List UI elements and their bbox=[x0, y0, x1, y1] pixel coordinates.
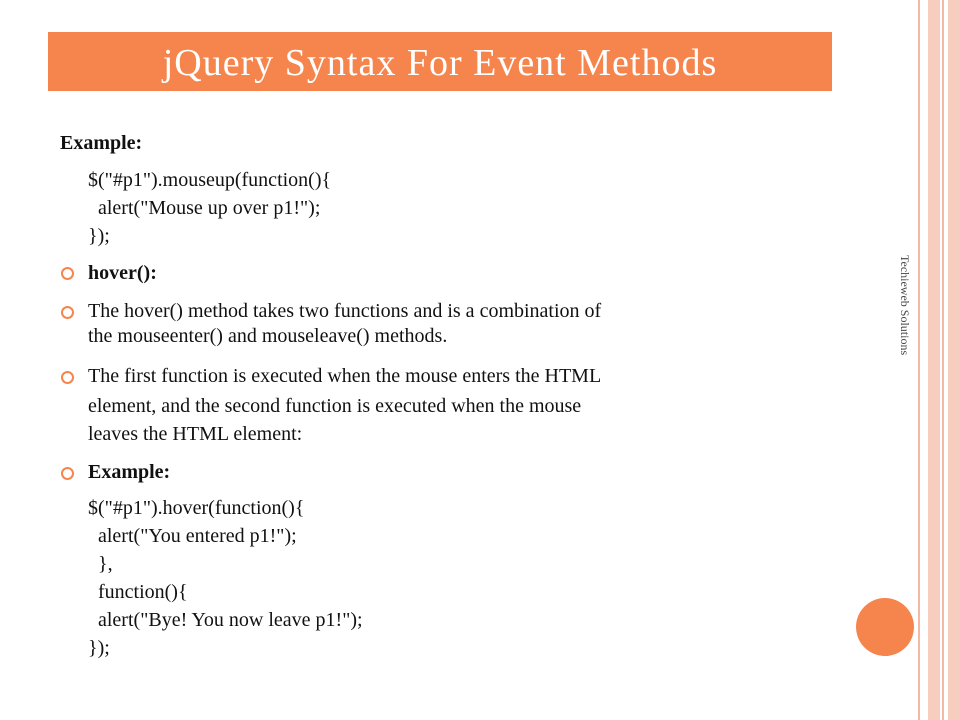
code-line: $("#p1").mouseup(function(){ bbox=[88, 169, 332, 191]
code-line: alert("Bye! You now leave p1!"); bbox=[88, 609, 363, 631]
bullet-icon bbox=[61, 371, 74, 384]
side-label: Techieweb Solutions bbox=[898, 255, 912, 356]
example-label: Example: bbox=[88, 461, 171, 483]
code-line: }); bbox=[88, 637, 110, 659]
code-line: }, bbox=[88, 553, 113, 575]
code-line: alert("Mouse up over p1!"); bbox=[88, 197, 321, 219]
bullet-icon bbox=[61, 467, 74, 480]
title-bar bbox=[48, 32, 832, 91]
bullet-text: element, and the second function is executed when the mouse bbox=[88, 395, 582, 417]
example-label: Example: bbox=[60, 132, 143, 154]
decorative-circle bbox=[856, 598, 914, 656]
code-line: function(){ bbox=[88, 581, 188, 603]
bullet-text: the mouseenter() and mouseleave() methods. bbox=[88, 325, 448, 347]
bullet-icon bbox=[61, 306, 74, 319]
decorative-band bbox=[918, 0, 920, 720]
bullet-icon bbox=[61, 267, 74, 280]
bullet-text: The hover() method takes two functions and is a combination of bbox=[88, 300, 602, 322]
hover-heading: hover(): bbox=[88, 262, 157, 284]
code-line: alert("You entered p1!"); bbox=[88, 525, 297, 547]
decorative-band bbox=[948, 0, 960, 720]
code-line: $("#p1").hover(function(){ bbox=[88, 497, 305, 519]
bullet-text: The first function is executed when the mouse enters the HTML bbox=[88, 365, 602, 387]
slide-title: jQuery Syntax For Event Methods bbox=[162, 42, 718, 84]
bullet-text: leaves the HTML element: bbox=[88, 423, 303, 445]
decorative-band bbox=[942, 0, 944, 720]
decorative-band bbox=[928, 0, 940, 720]
code-line: }); bbox=[88, 225, 110, 247]
